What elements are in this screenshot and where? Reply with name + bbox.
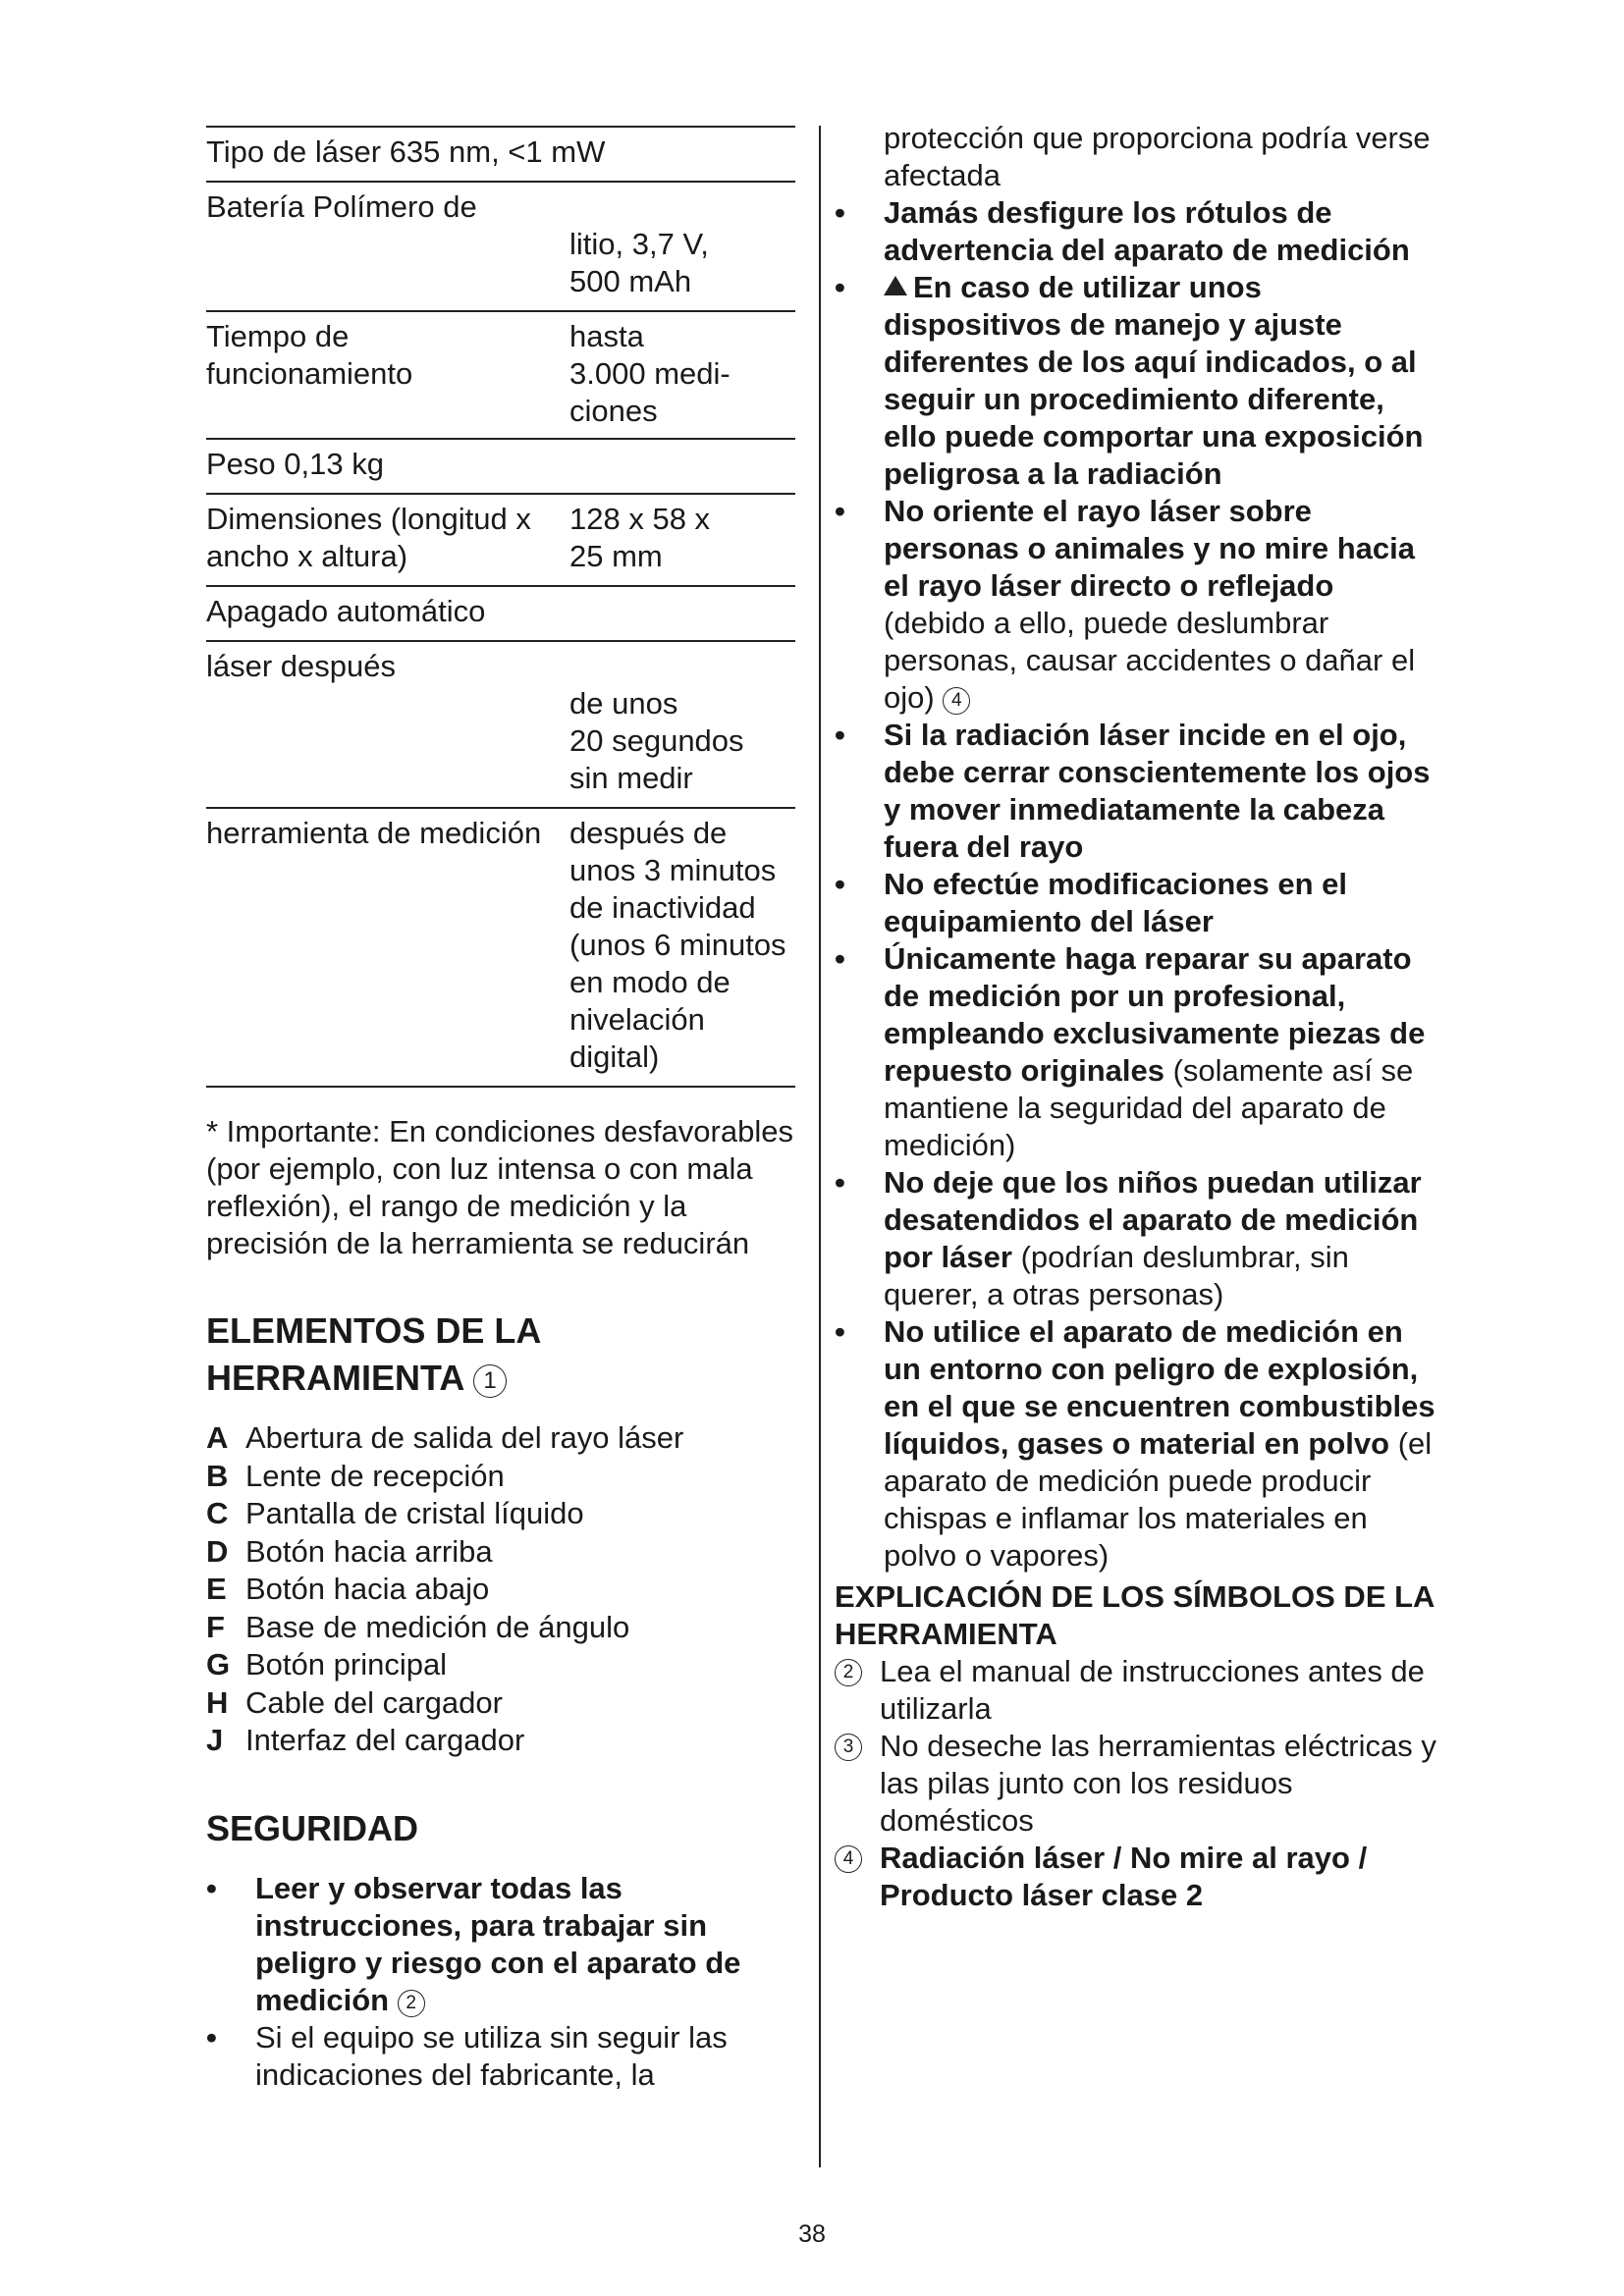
safety-bullet — [835, 717, 1443, 866]
right-column — [835, 120, 1443, 1914]
part-letter: J — [206, 1723, 224, 1757]
safety-bullet — [835, 1313, 1443, 1575]
spec-row — [206, 807, 795, 1088]
figure-ref-icon: 2 — [835, 1659, 862, 1686]
spec-value: 128 x 58 x 25 mm — [569, 502, 711, 573]
symbols-heading: EXPLICACIÓN DE LOS SÍMBOLOS DE LA HERRAMIENTA — [835, 1579, 1435, 1651]
spec-row — [206, 493, 795, 585]
spec-key: Batería Polímero de — [206, 189, 477, 224]
symbol-item — [835, 1728, 1443, 1840]
spec-value: litio, 3,7 V, 500 mAh — [569, 227, 709, 298]
bullet-text: Si el equipo se utiliza sin seguir las indicaciones del fabricante, la — [255, 2019, 728, 2092]
spec-key: Tiempo de funcionamiento — [206, 319, 413, 391]
elements-heading-line1: ELEMENTOS DE LA — [206, 1310, 542, 1351]
spec-key: láser después — [206, 649, 397, 683]
bullet-text: (el aparato de medición puede producir chispas e inflamar los materiales en polvo o vapores) — [884, 1426, 1433, 1573]
list-item — [206, 1419, 795, 1458]
column-divider — [819, 126, 821, 2167]
safety-heading: SEGURIDAD — [206, 1807, 419, 1848]
figure-ref-icon: 4 — [943, 687, 970, 715]
list-item — [206, 1722, 795, 1760]
part-letter: A — [206, 1420, 229, 1455]
figure-ref-icon: 3 — [835, 1734, 862, 1761]
bullet-text: (debido a ello, puede deslumbrar personas, causar accidentes o dañar el ojo) — [884, 606, 1416, 715]
part-text: Interfaz del cargador — [245, 1723, 525, 1757]
safety-bullet — [835, 194, 1443, 269]
safety-bullet — [835, 493, 1443, 717]
part-text: Cable del cargador — [245, 1684, 503, 1720]
list-item — [206, 1571, 795, 1609]
part-letter: F — [206, 1609, 225, 1644]
spec-row — [206, 181, 795, 310]
part-letter: C — [206, 1496, 229, 1530]
spec-row — [206, 438, 795, 493]
elements-heading — [206, 1308, 795, 1402]
bullet-bold-text: Jamás desfigure los rótulos de advertencia del aparato de medición — [884, 195, 1410, 267]
bullet-bold-text: No deje que los niños puedan utilizar desatendidos el aparato de medición por láser — [884, 1165, 1422, 1274]
safety-bullet — [206, 1870, 795, 2019]
list-item — [206, 1646, 795, 1684]
spec-key: Peso 0,13 kg — [206, 447, 384, 481]
spec-row — [206, 640, 795, 807]
bullet-bold-text: No utilice el aparato de medición en un entorno con peligro de explosión, en el que se encuentren combustibles líquidos, gases o material en polvo — [884, 1314, 1435, 1461]
bullet-bold-text: En caso de utilizar unos dispositivos de manejo y ajuste diferentes de los aquí indicados, o al seguir un procedimiento diferente, ello puede comportar una exposición peligrosa a la radiación — [884, 270, 1424, 491]
part-text: Botón hacia abajo — [245, 1572, 490, 1606]
spec-row — [206, 585, 795, 640]
symbol-text: Radiación láser / No mire al rayo / Producto láser clase 2 — [880, 1841, 1368, 1912]
part-letter: H — [206, 1684, 229, 1720]
part-letter: G — [206, 1647, 231, 1682]
safety-bullet — [206, 2019, 795, 2094]
symbol-text: No deseche las herramientas eléctricas y las pilas junto con los residuos domésticos — [880, 1729, 1436, 1838]
spec-key: Dimensiones (longitud x ancho x altura) — [206, 502, 531, 573]
list-item — [206, 1458, 795, 1496]
bullet-text: (podrían deslumbrar, sin querer, a otras personas) — [884, 1240, 1349, 1311]
continuation-text: protección que proporciona podría verse afectada — [884, 121, 1431, 192]
spec-key: Apagado automático — [206, 594, 486, 628]
bullet-bold-text: Únicamente haga reparar su aparato de medición por un profesional, empleando exclusivamente piezas de repuesto originales — [884, 941, 1426, 1088]
elements-heading-line2: HERRAMIENTA — [206, 1358, 463, 1398]
spec-row — [206, 126, 795, 181]
important-note: * Importante: En condiciones desfavorables (por ejemplo, con luz intensa o con mala reflexión), el rango de medición y la precisión de la herramienta se reducirán — [206, 1114, 793, 1260]
part-text: Abertura de salida del rayo láser — [245, 1420, 684, 1455]
left-column — [206, 126, 795, 2094]
part-letter: E — [206, 1572, 227, 1606]
page-number: 38 — [798, 2220, 826, 2248]
spec-value: hasta 3.000 medi- ciones — [569, 319, 731, 428]
spec-value: de unos 20 segundos sin medir — [569, 686, 744, 795]
spec-key: herramienta de medición — [206, 816, 542, 850]
spec-row — [206, 310, 795, 438]
figure-ref-icon: 4 — [835, 1845, 862, 1873]
part-letter: D — [206, 1533, 229, 1569]
safety-bullet — [835, 269, 1443, 493]
safety-bullet — [835, 940, 1443, 1164]
part-text: Lente de recepción — [245, 1458, 505, 1493]
list-item — [206, 1495, 795, 1533]
list-item — [206, 1609, 795, 1647]
safety-bullet — [835, 1164, 1443, 1313]
symbol-item — [835, 1840, 1443, 1914]
part-text: Botón principal — [245, 1647, 448, 1682]
parts-list — [206, 1419, 795, 1760]
bullet-bold-text: Si la radiación láser incide en el ojo, debe cerrar conscientemente los ojos y mover inmediatamente la cabeza fuera del rayo — [884, 718, 1431, 864]
bullet-bold-text: Leer y observar todas las instrucciones, para trabajar sin peligro y riesgo con el aparato de medición — [255, 1870, 741, 2017]
figure-ref-icon: 2 — [398, 1990, 425, 2017]
bullet-bold-text: No oriente el rayo láser sobre personas o animales y no mire hacia el rayo láser directo o reflejado — [884, 494, 1416, 603]
laser-warning-icon — [884, 276, 907, 295]
symbol-item — [835, 1653, 1443, 1728]
symbol-text: Lea el manual de instrucciones antes de utilizarla — [880, 1654, 1425, 1726]
safety-bullet — [835, 866, 1443, 940]
figure-ref-icon: 1 — [473, 1364, 507, 1398]
bullet-text: (solamente así se mantiene la seguridad del aparato de medición) — [884, 1053, 1414, 1162]
list-item — [206, 1533, 795, 1572]
part-text: Botón hacia arriba — [245, 1533, 493, 1569]
bullet-bold-text: No efectúe modificaciones en el equipamiento del láser — [884, 867, 1348, 938]
spec-value: después de unos 3 minutos de inactividad (unos 6 minutos en modo de nivelación digital) — [569, 816, 786, 1074]
list-item — [206, 1684, 795, 1723]
part-letter: B — [206, 1458, 229, 1493]
part-text: Pantalla de cristal líquido — [245, 1496, 584, 1530]
spec-table — [206, 126, 795, 1088]
spec-key: Tipo de láser 635 nm, <1 mW — [206, 134, 606, 169]
part-text: Base de medición de ángulo — [245, 1609, 630, 1644]
